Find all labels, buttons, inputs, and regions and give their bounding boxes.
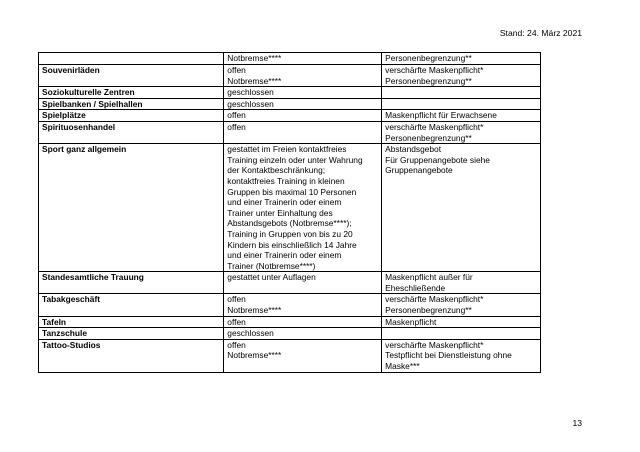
- facility-status-line: kontaktfreies Training in kleinen: [227, 175, 345, 186]
- facility-name: Spirituosenhandel: [39, 121, 224, 143]
- facility-status-line: offen: [227, 316, 246, 327]
- facility-name: Souvenirläden: [39, 65, 224, 87]
- table-row: [39, 65, 541, 87]
- facility-notes: [382, 144, 541, 272]
- table-row: [39, 98, 541, 110]
- facility-notes: [382, 121, 541, 143]
- facility-notes: [382, 53, 541, 65]
- table-row: [39, 328, 541, 340]
- facility-notes-line: Personenbegrenzung**: [385, 132, 472, 143]
- facility-status-line: und einer Trainerin oder einem: [227, 197, 342, 208]
- facility-notes-line: Für Gruppenangebote siehe: [385, 154, 490, 165]
- facility-name: [39, 53, 224, 65]
- facility-status-line: offen: [227, 121, 246, 132]
- facility-notes-line: Maskenpflicht für Erwachsene: [385, 110, 497, 121]
- facility-notes-line: verschärfte Maskenpflicht*: [385, 339, 484, 350]
- facility-status-line: Notbremse****: [227, 305, 282, 316]
- facility-status: [224, 121, 382, 143]
- facility-status: [224, 316, 382, 328]
- facility-notes-line: Personenbegrenzung**: [385, 53, 472, 63]
- facility-status-line: gestattet im Freien kontaktfreies: [227, 144, 347, 155]
- facility-status: [224, 339, 382, 372]
- facility-name: Tattoo-Studios: [39, 339, 224, 372]
- facility-name: Tabakgeschäft: [39, 294, 224, 316]
- facility-notes: [382, 110, 541, 122]
- table-row: [39, 272, 541, 294]
- facility-status-line: und einer Trainerin oder einem: [227, 250, 342, 261]
- facility-notes-line: Maskenpflicht: [385, 316, 437, 327]
- table-row: [39, 110, 541, 122]
- facility-status: [224, 328, 382, 340]
- facility-notes: [382, 272, 541, 294]
- facility-status-line: Gruppen bis maximal 10 Personen: [227, 186, 357, 197]
- facility-status-line: offen: [227, 110, 246, 121]
- facility-status: [224, 98, 382, 110]
- facility-status-line: geschlossen: [227, 98, 274, 109]
- facility-name: Tanzschule: [39, 328, 224, 340]
- table-row: [39, 144, 541, 272]
- table-row: [39, 339, 541, 372]
- facility-name: Spielbanken / Spielhallen: [39, 98, 224, 110]
- facility-status-line: Notbremse****: [227, 350, 282, 361]
- facility-notes-line: verschärfte Maskenpflicht*: [385, 121, 484, 132]
- facility-notes-line: Abstandsgebot: [385, 144, 442, 155]
- facility-status: [224, 87, 382, 99]
- facility-name: Soziokulturelle Zentren: [39, 87, 224, 99]
- facility-status: [224, 272, 382, 294]
- table-row: [39, 87, 541, 99]
- facility-notes-line: Gruppenangebote: [385, 165, 453, 176]
- rules-table: [38, 52, 541, 373]
- facility-status-line: geschlossen: [227, 87, 274, 98]
- facility-status-line: gestattet unter Auflagen: [227, 272, 316, 283]
- facility-status-line: Notbremse****: [227, 75, 282, 86]
- rules-table-body: [39, 53, 541, 373]
- facility-status-line: geschlossen: [227, 328, 274, 339]
- facility-status-line: Trainer unter Einhaltung des: [227, 207, 333, 218]
- facility-notes: [382, 339, 541, 372]
- table-row: [39, 316, 541, 328]
- facility-status-line: Trainer (Notbremse****): [227, 260, 316, 271]
- facility-notes-line: Testpflicht bei Dienstleistung ohne: [385, 350, 512, 361]
- facility-status-line: offen: [227, 339, 246, 350]
- facility-name: Tafeln: [39, 316, 224, 328]
- facility-status-line: offen: [227, 294, 246, 305]
- facility-notes: [382, 87, 541, 99]
- facility-status-line: offen: [227, 65, 246, 75]
- facility-status: [224, 294, 382, 316]
- table-row: [39, 121, 541, 143]
- facility-status-line: Notbremse****: [227, 53, 282, 63]
- page-number: 13: [572, 418, 582, 428]
- table-row: [39, 53, 541, 65]
- facility-name: Spielplätze: [39, 110, 224, 122]
- table-row: [39, 294, 541, 316]
- facility-status: [224, 144, 382, 272]
- facility-notes: [382, 328, 541, 340]
- facility-notes-line: verschärfte Maskenpflicht*: [385, 65, 484, 75]
- facility-notes: [382, 98, 541, 110]
- facility-name: Sport ganz allgemein: [39, 144, 224, 272]
- facility-notes: [382, 65, 541, 87]
- facility-status: [224, 110, 382, 122]
- facility-status-line: Training in Gruppen von bis zu 20: [227, 228, 353, 239]
- facility-status-line: der Kontaktbeschränkung;: [227, 165, 326, 176]
- facility-status: [224, 65, 382, 87]
- facility-notes-line: verschärfte Maskenpflicht*: [385, 294, 484, 305]
- facility-status-line: Kindern bis einschließlich 14 Jahre: [227, 239, 357, 250]
- facility-notes-line: Eheschließende: [385, 282, 446, 293]
- facility-name: Standesamtliche Trauung: [39, 272, 224, 294]
- facility-status-line: Training einzeln oder unter Wahrung: [227, 154, 363, 165]
- facility-notes-line: Maske***: [385, 361, 420, 372]
- facility-status-line: Abstandsgebots (Notbremse****);: [227, 218, 352, 229]
- facility-status: [224, 53, 382, 65]
- document-date: Stand: 24. März 2021: [499, 28, 582, 38]
- facility-notes: [382, 294, 541, 316]
- facility-notes: [382, 316, 541, 328]
- facility-notes-line: Personenbegrenzung**: [385, 305, 472, 316]
- facility-notes-line: Maskenpflicht außer für: [385, 272, 473, 283]
- facility-notes-line: Personenbegrenzung**: [385, 75, 472, 86]
